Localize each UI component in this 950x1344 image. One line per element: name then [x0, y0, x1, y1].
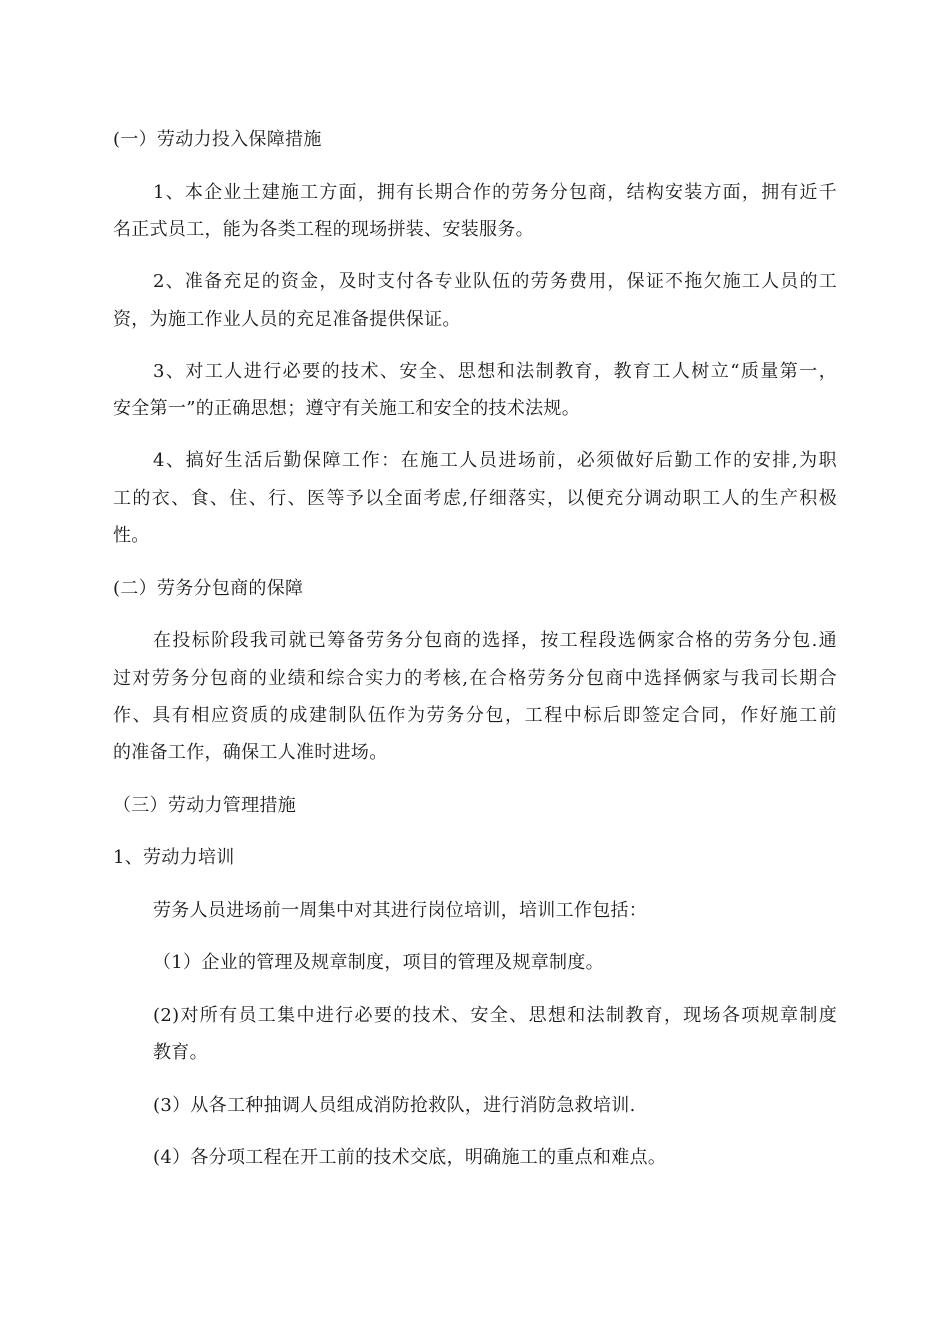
s1-paragraph-1-line-2: 名正式员工，能为各类工程的现场拼装、安装服务。 [113, 219, 534, 240]
section-3-heading: （三）劳动力管理措施 [113, 795, 296, 816]
section-3-item-4: (4）各分项工程在开工前的技术交底，明确施工的重点和难点。 [153, 1147, 667, 1168]
section-3-subheading-1: 1、劳动力培训 [113, 847, 235, 868]
s1-paragraph-4-line-2: 工的衣、食、住、行、医等予以全面考虑,仔细落实，以便充分调动职工人的生产积极 [113, 488, 837, 509]
s1-paragraph-1-line-1: 1、本企业土建施工方面，拥有长期合作的劳务分包商，结构安装方面，拥有近千 [153, 182, 837, 203]
section-1-heading: (一）劳动力投入保障措施 [113, 129, 322, 150]
s2-paragraph-line-3: 作、具有相应资质的成建制队伍作为劳务分包，工程中标后即签定合同，作好施工前 [113, 705, 837, 726]
s1-paragraph-2-line-1: 2、准备充足的资金，及时支付各专业队伍的劳务费用，保证不拖欠施工人员的工 [153, 271, 837, 292]
s2-paragraph-line-4: 的准备工作，确保工人准时进场。 [113, 742, 388, 763]
s1-paragraph-4-line-1: 4、搞好生活后勤保障工作：在施工人员进场前，必须做好后勤工作的安排,为职 [153, 450, 837, 471]
s2-paragraph-line-1: 在投标阶段我司就已筹备劳务分包商的选择，按工程段选俩家合格的劳务分包.通 [153, 630, 837, 651]
section-3-item-2-line-2: 教育。 [153, 1042, 208, 1063]
section-3-item-3: (3）从各工种抽调人员组成消防抢救队，进行消防急救培训. [153, 1095, 636, 1116]
section-3-item-1: （1）企业的管理及规章制度，项目的管理及规章制度。 [153, 952, 604, 973]
section-3-intro: 劳务人员进场前一周集中对其进行岗位培训，培训工作包括： [153, 900, 648, 921]
section-2-heading: (二）劳务分包商的保障 [113, 578, 304, 599]
s2-paragraph-line-2: 过对劳务分包商的业绩和综合实力的考核,在合格劳务分包商中选择俩家与我司长期合 [113, 668, 837, 689]
s1-paragraph-2-line-2: 资，为施工作业人员的充足准备提供保证。 [113, 309, 461, 330]
s1-paragraph-3-line-1: 3、对工人进行必要的技术、安全、思想和法制教育，教育工人树立“质量第一， [153, 361, 837, 382]
section-3-item-2-line-1: (2)对所有员工集中进行必要的技术、安全、思想和法制教育，现场各项规章制度 [153, 1005, 837, 1026]
s1-paragraph-3-line-2: 安全第一”的正确思想；遵守有关施工和安全的技术法规。 [113, 398, 580, 419]
s1-paragraph-4-line-3: 性。 [113, 525, 150, 546]
